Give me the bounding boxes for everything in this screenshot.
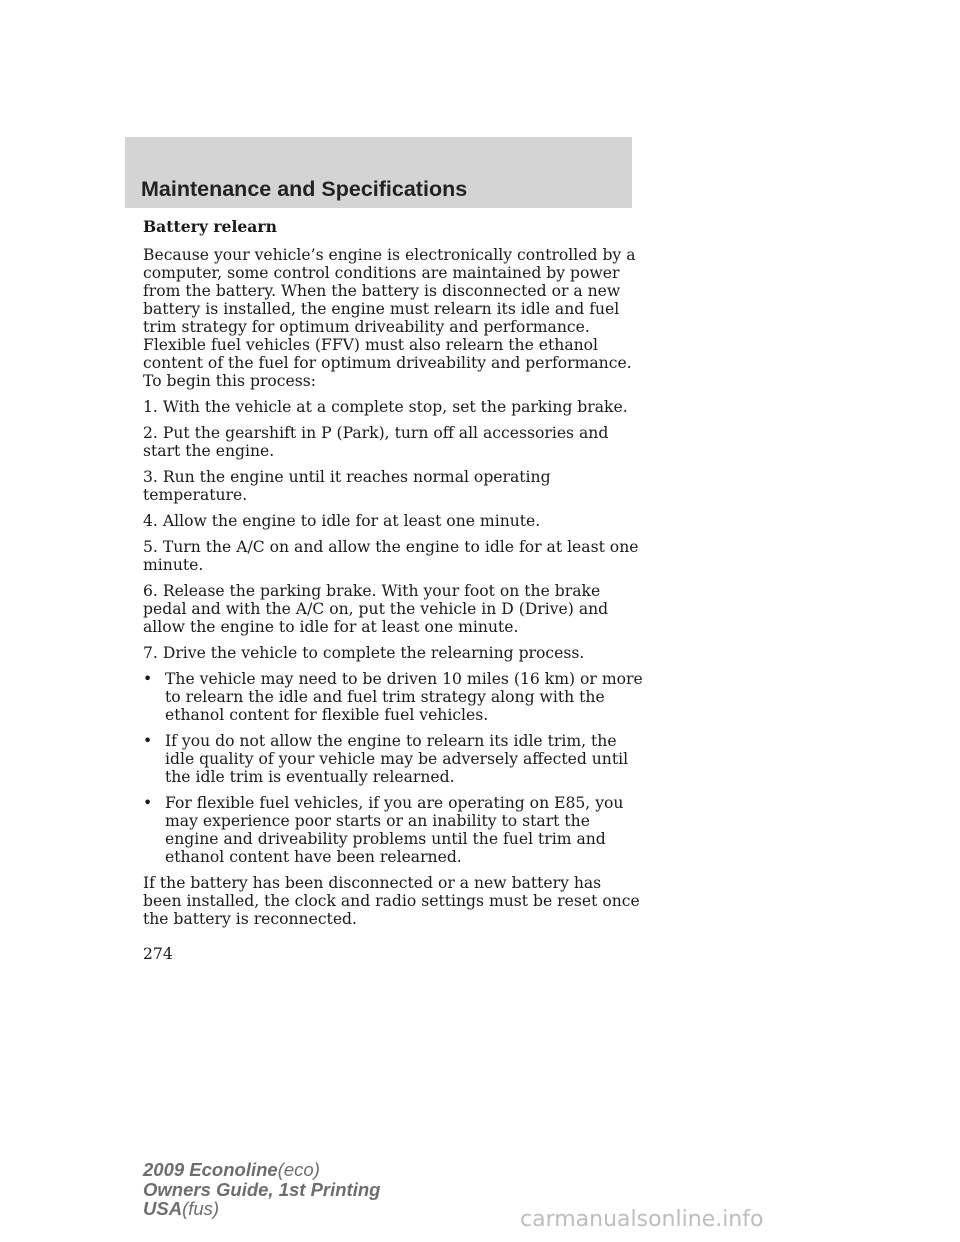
- bullet-marker: •: [143, 794, 153, 812]
- bullet-marker: •: [143, 670, 153, 688]
- section-header-band: [125, 137, 632, 208]
- intro-paragraph: Because your vehicle’s engine is electronically controlled by a computer, some control conditions are maintained by power from the battery. When the battery is disconnected or a new battery is installed, the engine must relearn its idle and fuel trim strategy for optimum driveability and performance. Flexible fuel vehicles (FFV) must also relearn the ethanol content of the fuel for optimum driveability and performance. To begin this process:: [143, 246, 636, 390]
- bullet-item: [143, 670, 643, 724]
- bullet-marker: •: [143, 732, 153, 750]
- footer-line-2: Owners Guide, 1st Printing: [143, 1178, 381, 1200]
- step-5: 5. Turn the A/C on and allow the engine to idle for at least one minute.: [143, 538, 639, 574]
- watermark: carmanualsonline.info: [520, 1207, 764, 1232]
- footer-line-3: [143, 1199, 380, 1219]
- bullet-text: For flexible fuel vehicles, if you are operating on E85, you may experience poor starts or an inability to start the engine and driveability problems until the fuel trim and ethanol content have been relearned.: [165, 794, 624, 866]
- page-content: [143, 218, 643, 936]
- section-header-title: Maintenance and Specifications: [141, 177, 468, 201]
- step-2: 2. Put the gearshift in P (Park), turn off all accessories and start the engine.: [143, 424, 609, 460]
- step-1: 1. With the vehicle at a complete stop, set the parking brake.: [143, 398, 628, 416]
- footer-line-1: [143, 1160, 380, 1180]
- footer-market: USA: [143, 1198, 183, 1219]
- footer-print-info: [143, 1160, 380, 1219]
- step-4: 4. Allow the engine to idle for at least one minute.: [143, 512, 541, 530]
- footer-model: 2009 Econoline: [143, 1159, 278, 1180]
- closing-paragraph: If the battery has been disconnected or a new battery has been installed, the clock and radio settings must be reset once the battery is reconnected.: [143, 874, 640, 928]
- step-7: 7. Drive the vehicle to complete the relearning process.: [143, 644, 585, 662]
- footer-model-code: (eco): [277, 1159, 320, 1180]
- step-6: 6. Release the parking brake. With your foot on the brake pedal and with the A/C on, put the vehicle in D (Drive) and allow the engine to idle for at least one minute.: [143, 582, 609, 636]
- bullet-item: [143, 732, 643, 786]
- bullet-item: [143, 794, 643, 866]
- section-heading: Battery relearn: [143, 217, 277, 236]
- step-3: 3. Run the engine until it reaches normal operating temperature.: [143, 468, 551, 504]
- bullet-text: If you do not allow the engine to relearn its idle trim, the idle quality of your vehicle may be adversely affected until the idle trim is eventually relearned.: [165, 732, 629, 786]
- bullet-text: The vehicle may need to be driven 10 miles (16 km) or more to relearn the idle and fuel trim strategy along with the ethanol content for flexible fuel vehicles.: [165, 670, 643, 724]
- footer-market-code: (fus): [182, 1198, 220, 1219]
- page-number: 274: [143, 945, 173, 963]
